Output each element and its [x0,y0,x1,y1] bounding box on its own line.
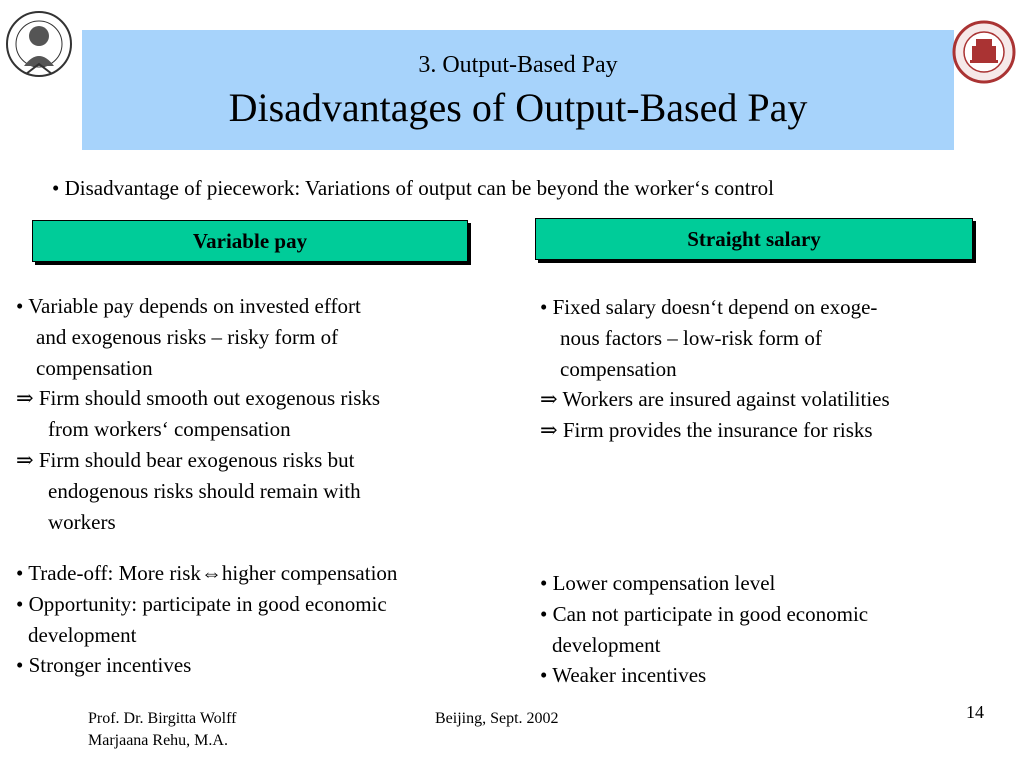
intro-bullet: • Disadvantage of piecework: Variations of output can be beyond the worker‘s control [52,176,774,200]
variable-pay-heading: Variable pay [192,229,308,253]
text-line: endogenous risks should remain with [48,478,361,503]
variable-pay-points [16,291,380,537]
slide-subtitle: 3. Output-Based Pay [418,52,618,78]
straight-salary-heading: Straight salary [687,227,821,251]
footer-author-2: Marjaana Rehu, M.A. [88,732,228,749]
text-line: compensation [560,356,677,381]
text-line: • Trade-off: More risk⇔higher compensation [16,561,398,585]
text-line: • Opportunity: participate in good economic [16,591,387,616]
text-line: ⇒ Firm provides the insurance for risks [540,418,873,443]
text-line: development [552,632,661,657]
text-line: compensation [36,355,153,380]
text-line: • Variable pay depends on invested effort [16,294,361,318]
text-line: ⇒ Firm should smooth out exogenous risks [16,386,381,411]
footer-place-date: Beijing, Sept. 2002 [435,710,559,727]
text-line: • Weaker incentives [540,663,707,688]
variable-pay-heading-box [32,220,468,262]
text-line: • Can not participate in good economic [540,601,869,626]
university-seal-left-icon [4,6,74,86]
variable-pay-tradeoffs [16,558,397,681]
text-line: ⇒ Workers are insured against volatilities [540,387,890,412]
slide-title: Disadvantages of Output-Based Pay [228,85,808,130]
text-line: • Lower compensation level [540,571,776,595]
text-line: ⇒ Firm should bear exogenous risks but [16,447,355,472]
text-line: development [28,622,137,647]
straight-salary-tradeoffs [540,568,868,691]
text-line: from workers‘ compensation [48,417,291,442]
text-line: • Fixed salary doesn‘t depend on exoge- [540,295,878,319]
text-line: • Stronger incentives [16,653,192,678]
text-line: and exogenous risks – risky form of [36,324,339,349]
straight-salary-points [540,292,890,446]
text-line: nous factors – low-risk form of [560,325,822,350]
straight-salary-heading-box [535,218,973,260]
footer-authors [88,708,237,752]
page-number: 14 [966,702,984,722]
university-seal-right-icon [950,6,1020,86]
text-line: workers [48,509,116,534]
footer-author-1: Prof. Dr. Birgitta Wolff [88,710,237,727]
